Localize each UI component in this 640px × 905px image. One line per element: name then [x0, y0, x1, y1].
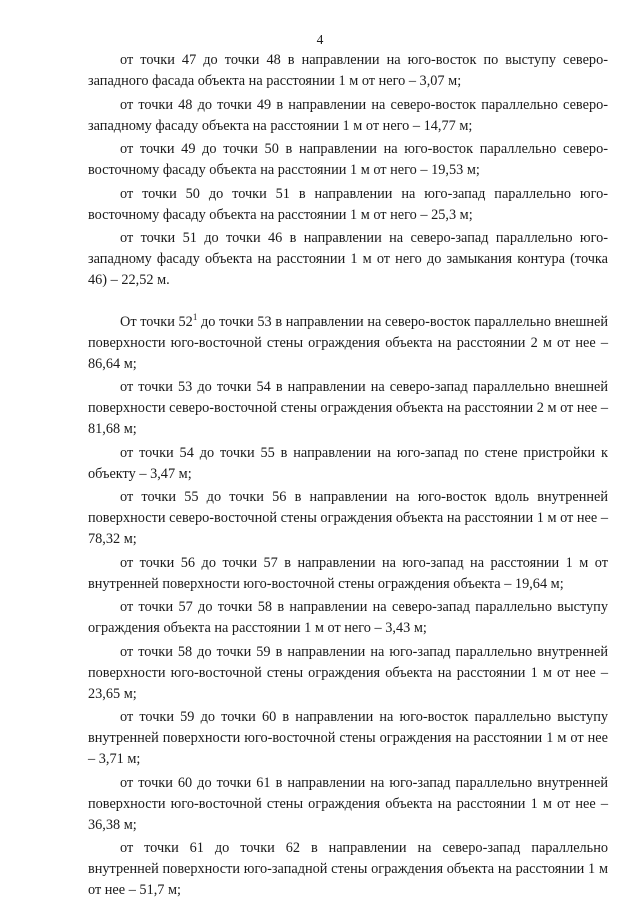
- paragraph: от точки 59 до точки 60 в направлении на юго-восток параллельно выступу внутренней поверхности юго-восточной стены ограждения на расстоянии 1 м от нее – 3,71 м;: [88, 709, 608, 767]
- paragraph: от точки 47 до точки 48 в направлении на юго-восток по выступу северо-западного фасада объекта на расстоянии 1 м от него – 3,07 м;: [88, 52, 608, 89]
- paragraph-start: От точки 52: [120, 313, 193, 330]
- superscript: 1: [192, 311, 198, 322]
- paragraph: от точки 55 до точки 56 в направлении на юго-восток вдоль внутренней поверхности северо-восточной стены ограждения объекта на расстоянии 1 м от нее – 78,32 м;: [88, 489, 608, 547]
- paragraph-rest: до точки 53 в направлении на северо-восток параллельно внешней поверхности юго-восточной стены ограждения объекта на расстоянии 2 м от нее – 86,64 м;: [88, 313, 608, 372]
- paragraph: от точки 51 до точки 46 в направлении на северо-запад параллельно юго-западному фасаду объекта на расстоянии 1 м от него до замыкания контура (точка 46) – 22,52 м.: [88, 230, 608, 288]
- paragraph: от точки 60 до точки 61 в направлении на юго-запад параллельно внутренней поверхности юго-восточной стены ограждения объекта на расстоянии 1 м от нее – 36,38 м;: [88, 774, 608, 833]
- paragraph: от точки 56 до точки 57 в направлении на юго-запад на расстоянии 1 м от внутренней поверхности юго-восточной стены ограждения объекта – 19,64 м;: [88, 554, 608, 592]
- paragraph: от точки 54 до точки 55 в направлении на юго-запад по стене пристройки к объекту – 3,47 м;: [88, 444, 608, 482]
- paragraph: от точки 58 до точки 59 в направлении на юго-запад параллельно внутренней поверхности юго-восточной стены ограждения объекта на расстоянии 1 м от нее – 23,65 м;: [88, 643, 608, 702]
- paragraph: от точки 48 до точки 49 в направлении на северо-восток параллельно северо-западному фасаду объекта на расстоянии 1 м от него – 14,77 м;: [88, 96, 608, 134]
- section-gap: [88, 294, 608, 312]
- paragraph-first: [88, 312, 608, 375]
- paragraph: от точки 49 до точки 50 в направлении на юго-восток параллельно северо-восточному фасаду объекта на расстоянии 1 м от него – 19,53 м;: [88, 141, 608, 178]
- page-number: 4: [316, 32, 324, 47]
- document-body: [88, 50, 608, 904]
- paragraph: от точки 50 до точки 51 в направлении на юго-запад параллельно юго-восточному фасаду объекта на расстоянии 1 м от него – 25,3 м;: [88, 185, 608, 223]
- paragraph: от точки 57 до точки 58 в направлении на северо-запад параллельно выступу ограждения объекта на расстоянии 1 м от него – 3,43 м;: [88, 599, 608, 636]
- paragraph: от точки 61 до точки 62 в направлении на северо-запад параллельно внутренней поверхности юго-западной стены ограждения объекта на расстоянии 1 м от нее – 51,7 м;: [88, 840, 608, 898]
- paragraph: от точки 53 до точки 54 в направлении на северо-запад параллельно внешней поверхности северо-восточной стены ограждения объекта на расстоянии 2 м от нее – 81,68 м;: [88, 379, 608, 437]
